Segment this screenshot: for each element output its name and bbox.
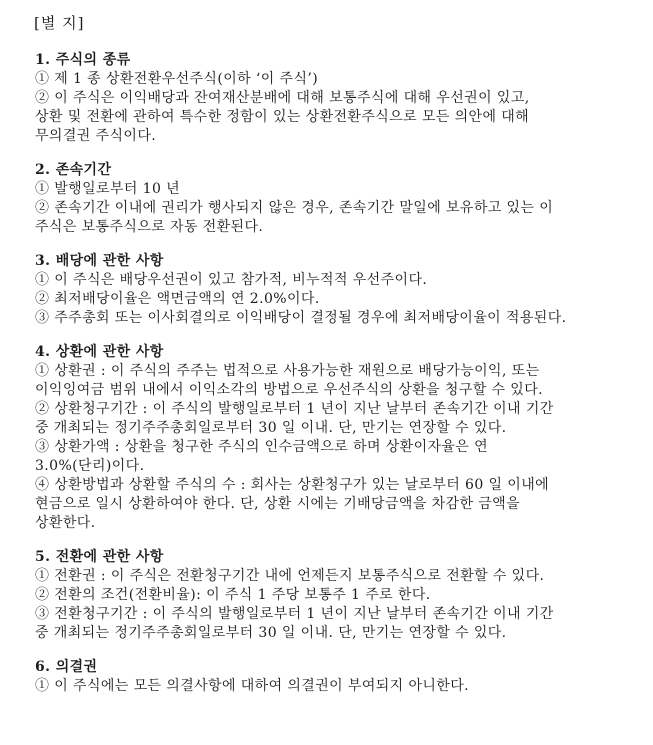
clause-item xyxy=(35,89,625,146)
clause-continuation-line: 상환 및 전환에 관하여 특수한 정함이 있는 상환전환주식으로 모든 의안에 대해 xyxy=(35,109,530,125)
clause-continuation-line: 이익잉여금 범위 내에서 이익소각의 방법으로 우선주식의 상환을 청구할 수 있다. xyxy=(35,382,543,398)
section-title: 1. 주식의 종류 xyxy=(35,52,131,68)
section-title: 6. 의결권 xyxy=(35,659,98,675)
section-conversion xyxy=(35,548,625,643)
clause-item xyxy=(35,476,625,533)
clause-item xyxy=(35,586,625,605)
clause-item xyxy=(35,70,625,89)
clause-continuation-line: 상환한다. xyxy=(35,515,96,531)
clause-continuation-line: 3.0%(단리)이다. xyxy=(35,458,145,474)
section-duration xyxy=(35,161,625,237)
clause-item xyxy=(35,271,625,290)
clause-line: ② 상환청구기간 : 이 주식의 발행일로부터 1 년이 지난 날부터 존속기간 이내 기간 xyxy=(35,401,554,417)
section-dividend xyxy=(35,252,625,328)
clause-item xyxy=(35,400,625,438)
clause-item xyxy=(35,199,625,237)
clause-line: ① 제 1 종 상환전환우선주식(이하 ‘이 주식’) xyxy=(35,71,319,87)
clause-continuation-line: 중 개최되는 정기주주총회일로부터 30 일 이내. 단, 만기는 연장할 수 있다. xyxy=(35,420,507,436)
clause-item xyxy=(35,438,625,476)
clause-item xyxy=(35,362,625,400)
section-title: 5. 전환에 관한 사항 xyxy=(35,549,164,565)
clause-line: ① 이 주식에는 모든 의결사항에 대하여 의결권이 부여되지 아니한다. xyxy=(35,678,469,694)
clause-continuation-line: 무의결권 주식이다. xyxy=(35,128,157,144)
section-voting-rights xyxy=(35,658,625,696)
clause-line: ③ 전환청구기간 : 이 주식의 발행일로부터 1 년이 지난 날부터 존속기간 이내 기간 xyxy=(35,606,554,622)
clause-item xyxy=(35,567,625,586)
clause-continuation-line: 중 개최되는 정기주주총회일로부터 30 일 이내. 단, 만기는 연장할 수 있다. xyxy=(35,625,507,641)
clause-line: ① 전환권 : 이 주식은 전환청구기간 내에 언제든지 보통주식으로 전환할 수 있다. xyxy=(35,568,545,584)
clause-line: ④ 상환방법과 상환할 주식의 수 : 회사는 상환청구가 있는 날로부터 60 일 이내에 xyxy=(35,477,550,493)
clause-item xyxy=(35,290,625,309)
clause-line: ① 상환권 : 이 주식의 주주는 법적으로 사용가능한 재원으로 배당가능이익, 또는 xyxy=(35,363,540,379)
clause-item xyxy=(35,309,625,328)
section-redemption xyxy=(35,343,625,533)
clause-line: ② 최저배당이율은 액면금액의 연 2.0%이다. xyxy=(35,291,320,307)
clause-line: ③ 주주총회 또는 이사회결의로 이익배당이 결정될 경우에 최저배당이율이 적용된다. xyxy=(35,310,567,326)
clause-continuation-line: 주식은 보통주식으로 자동 전환된다. xyxy=(35,219,264,235)
clause-continuation-line: 현금으로 일시 상환하여야 한다. 단, 상환 시에는 기배당금액을 차감한 금액을 xyxy=(35,496,520,512)
section-title: 2. 존속기간 xyxy=(35,162,112,178)
clause-line: ③ 상환가액 : 상환을 청구한 주식의 인수금액으로 하며 상환이자율은 연 xyxy=(35,439,489,455)
section-title: 3. 배당에 관한 사항 xyxy=(35,253,164,269)
clause-line: ② 전환의 조건(전환비율): 이 주식 1 주당 보통주 1 주로 한다. xyxy=(35,587,431,603)
clause-line: ① 발행일로부터 10 년 xyxy=(35,181,181,197)
attachment-header: [별 지] xyxy=(34,14,85,32)
clause-line: ② 이 주식은 이익배당과 잔여재산분배에 대해 보통주식에 대해 우선권이 있고, xyxy=(35,90,530,106)
document-body xyxy=(35,51,625,711)
clause-item xyxy=(35,677,625,696)
clause-item xyxy=(35,180,625,199)
clause-item xyxy=(35,605,625,643)
section-stock-type xyxy=(35,51,625,146)
section-title: 4. 상환에 관한 사항 xyxy=(35,344,164,360)
clause-line: ② 존속기간 이내에 권리가 행사되지 않은 경우, 존속기간 말일에 보유하고 있는 이 xyxy=(35,200,554,216)
clause-line: ① 이 주식은 배당우선권이 있고 참가적, 비누적적 우선주이다. xyxy=(35,272,428,288)
